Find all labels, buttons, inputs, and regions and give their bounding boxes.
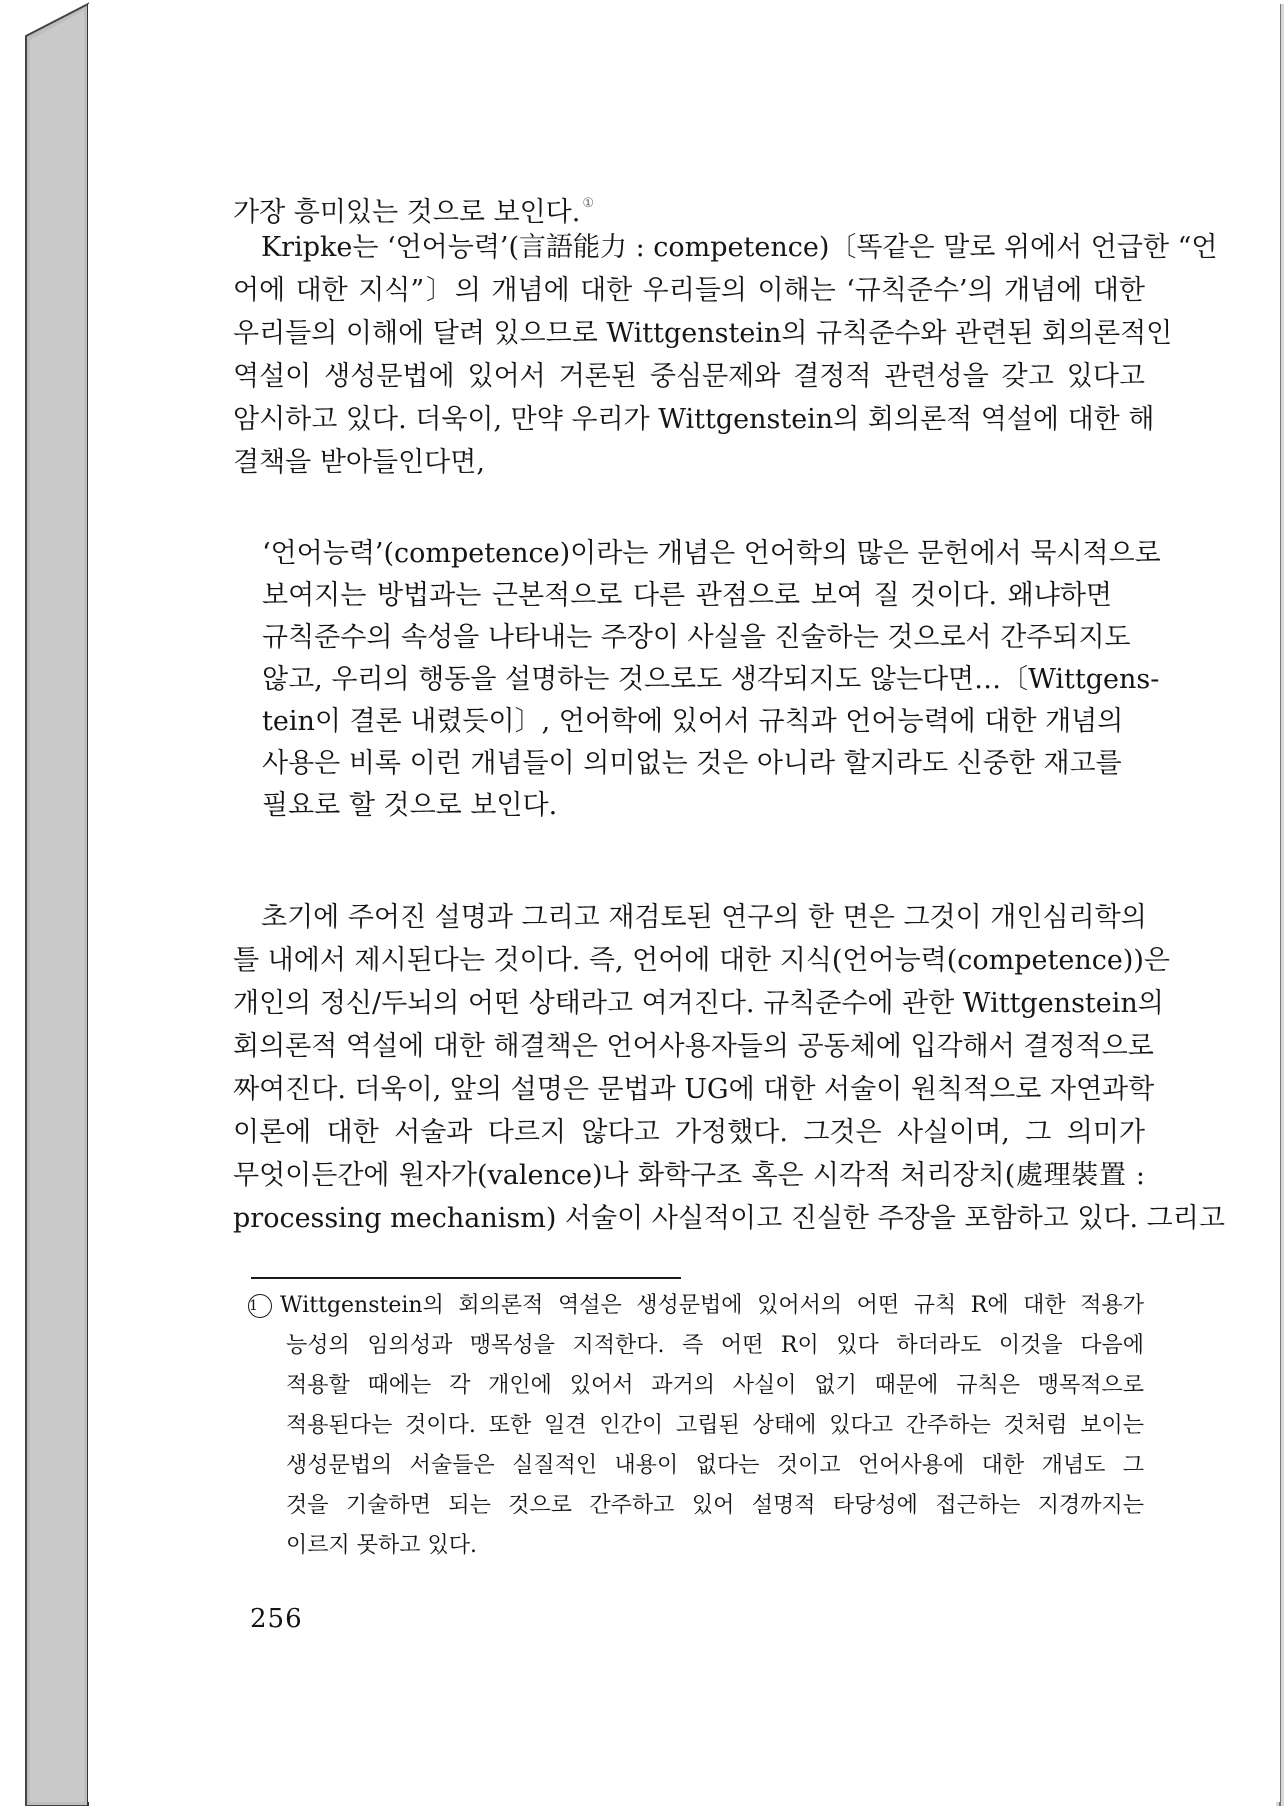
text-line: 회의론적 역설에 대한 해결책은 언어사용자들의 공동체에 입각해서 결정적으로 [233, 1031, 1154, 1062]
quote-line: 않고, 우리의 행동을 설명하는 것으로도 생각되지도 않는다면…〔Wittgens- [262, 664, 1160, 695]
text-line [233, 182, 1145, 228]
text-line-content: 가장 흥미있는 것으로 보인다. [233, 197, 581, 228]
text-line: 틀 내에서 제시된다는 것이다. 즉, 언어에 대한 지식(언어능력(competence))은 [233, 945, 1170, 976]
text-line: 암시하고 있다. 더욱이, 만약 우리가 Wittgenstein의 회의론적 역설에 대한 해 [233, 404, 1155, 435]
quote-line: ‘언어능력’(competence)이라는 개념은 언어학의 많은 문헌에서 묵시적으로 [262, 538, 1161, 569]
footnote-number-marker: 1 [248, 1294, 272, 1318]
text-line: 역설이 생성문법에 있어서 거론된 중심문제와 결정적 관련성을 갖고 있다고 [233, 361, 1145, 392]
page-number: 256 [250, 1604, 303, 1634]
paragraph-2 [233, 226, 1218, 484]
text-line: 이론에 대한 서술과 다르지 않다고 가정했다. 그것은 사실이며, 그 의미가 [233, 1117, 1145, 1148]
block-quote [262, 533, 1161, 827]
footnote-separator [251, 1277, 681, 1279]
footnote-line: 능성의 임의성과 맹목성을 지적한다. 즉 어떤 R이 있다 하더라도 이것을 다음에 [286, 1333, 1144, 1358]
paragraph-1 [233, 182, 1145, 228]
quote-line: 사용은 비록 이런 개념들이 의미없는 것은 아니라 할지라도 신중한 재고를 [262, 748, 1122, 779]
text-line: 결책을 받아들인다면, [233, 447, 485, 478]
text-line: 우리들의 이해에 달려 있으므로 Wittgenstein의 규칙준수와 관련된 회의론적인 [233, 318, 1173, 349]
footnote-line: 생성문법의 서술들은 실질적인 내용이 없다는 것이고 언어사용에 대한 개념도 그 [286, 1453, 1144, 1478]
quote-line: 보여지는 방법과는 근본적으로 다른 관점으로 보여 질 것이다. 왜냐하면 [262, 580, 1112, 611]
footnote-line: 적용된다는 것이다. 또한 일견 인간이 고립된 상태에 있다고 간주하는 것처럼 보이는 [286, 1413, 1144, 1438]
quote-line: 규칙준수의 속성을 나타내는 주장이 사실을 진술하는 것으로서 간주되지도 [262, 622, 1131, 653]
text-line: 개인의 정신/두뇌의 어떤 상태라고 여겨진다. 규칙준수에 관한 Wittgenstein의 [233, 988, 1164, 1019]
footnote-reference-mark: ① [582, 196, 594, 211]
text-line: Kripke는 ‘언어능력’(言語能力 : competence)〔똑같은 말로 위에서 언급한 “언 [261, 232, 1218, 263]
footnote-line: 적용할 때에는 각 개인에 있어서 과거의 사실이 없기 때문에 규칙은 맹목적으로 [286, 1373, 1144, 1398]
paragraph-3 [233, 896, 1225, 1240]
quote-line: 필요로 할 것으로 보인다. [262, 790, 558, 821]
text-line: processing mechanism) 서술이 사실적이고 진실한 주장을 포함하고 있다. 그리고 [233, 1203, 1225, 1234]
text-line: 어에 대한 지식”〕의 개념에 대한 우리들의 이해는 ‘규칙준수’의 개념에 대한 [233, 275, 1145, 306]
text-line: 초기에 주어진 설명과 그리고 재검토된 연구의 한 면은 그것이 개인심리학의 [261, 902, 1147, 933]
quote-line: tein이 결론 내렸듯이〕, 언어학에 있어서 규칙과 언어능력에 대한 개념의 [262, 706, 1124, 737]
footnote-line: 것을 기술하면 되는 것으로 간주하고 있어 설명적 타당성에 접근하는 지경까지는 [286, 1493, 1144, 1518]
footnote-line-content: Wittgenstein의 회의론적 역설은 생성문법에 있어서의 어떤 규칙 R에 대한 적용가 [280, 1293, 1144, 1318]
footnote-line: 이르지 못하고 있다. [286, 1533, 477, 1558]
text-line: 짜여진다. 더욱이, 앞의 설명은 문법과 UG에 대한 서술이 원칙적으로 자연과학 [233, 1074, 1155, 1105]
text-line: 무엇이든간에 원자가(valence)나 화학구조 혹은 시각적 처리장치(處理裝置 : [233, 1160, 1145, 1191]
footnote [248, 1286, 1144, 1566]
footnote-line [248, 1286, 1144, 1326]
